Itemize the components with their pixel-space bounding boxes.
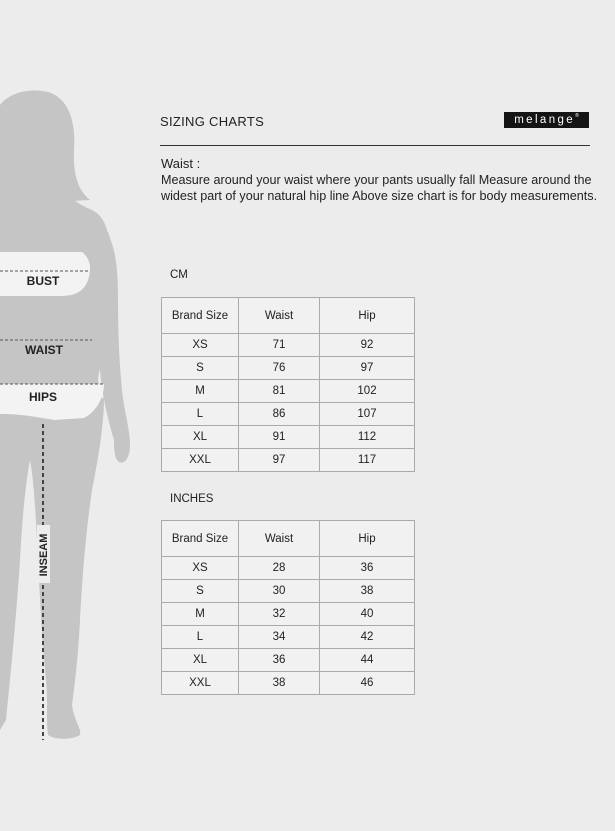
- cell-waist: 38: [239, 672, 320, 695]
- table-row: [162, 672, 415, 695]
- cm-size-table: [161, 297, 415, 472]
- cell-waist: 97: [239, 449, 320, 472]
- table-row: [162, 357, 415, 380]
- table-row: [162, 580, 415, 603]
- cell-brand-size: XL: [162, 426, 239, 449]
- waist-label-figure: WAIST: [25, 343, 63, 357]
- table-row: [162, 403, 415, 426]
- header-hip: Hip: [320, 521, 415, 557]
- cell-brand-size: M: [162, 603, 239, 626]
- cell-hip: 102: [320, 380, 415, 403]
- table-header-row: [162, 521, 415, 557]
- hips-label: HIPS: [28, 390, 58, 404]
- table-header-row: [162, 298, 415, 334]
- cell-waist: 28: [239, 557, 320, 580]
- cell-hip: 92: [320, 334, 415, 357]
- brand-logo: [504, 112, 589, 128]
- cell-hip: 107: [320, 403, 415, 426]
- table-row: [162, 334, 415, 357]
- cell-waist: 91: [239, 426, 320, 449]
- intro-label: Waist :: [161, 156, 201, 171]
- header-brand-size: Brand Size: [162, 521, 239, 557]
- inseam-label: INSEAM: [38, 533, 50, 577]
- cell-hip: 42: [320, 626, 415, 649]
- table-row: [162, 603, 415, 626]
- cell-brand-size: XXL: [162, 672, 239, 695]
- cell-brand-size: XS: [162, 557, 239, 580]
- cell-hip: 97: [320, 357, 415, 380]
- header-hip: Hip: [320, 298, 415, 334]
- cell-waist: 32: [239, 603, 320, 626]
- cell-brand-size: L: [162, 403, 239, 426]
- cell-waist: 30: [239, 580, 320, 603]
- cell-brand-size: XS: [162, 334, 239, 357]
- cell-hip: 38: [320, 580, 415, 603]
- registered-mark: ®: [575, 113, 579, 119]
- table-row: [162, 626, 415, 649]
- table-row: [162, 380, 415, 403]
- cell-waist: 36: [239, 649, 320, 672]
- inches-size-table: [161, 520, 415, 695]
- page-title: SIZING CHARTS: [160, 114, 265, 129]
- header-divider: [160, 145, 590, 146]
- cell-waist: 34: [239, 626, 320, 649]
- cell-brand-size: L: [162, 626, 239, 649]
- cell-hip: 36: [320, 557, 415, 580]
- cell-brand-size: XL: [162, 649, 239, 672]
- intro-description: Measure around your waist where your pants usually fall Measure around the widest part of your natural hip line Above size chart is for body measurements.: [161, 173, 598, 203]
- cell-brand-size: S: [162, 357, 239, 380]
- body-silhouette-figure: [0, 0, 140, 831]
- table-row: [162, 649, 415, 672]
- brand-name: melange: [514, 114, 576, 126]
- header-waist: Waist: [239, 298, 320, 334]
- cell-waist: 71: [239, 334, 320, 357]
- cell-waist: 86: [239, 403, 320, 426]
- inches-unit-label: INCHES: [170, 493, 214, 505]
- table-row: [162, 449, 415, 472]
- cell-waist: 76: [239, 357, 320, 380]
- header-brand-size: Brand Size: [162, 298, 239, 334]
- cell-hip: 117: [320, 449, 415, 472]
- cell-brand-size: S: [162, 580, 239, 603]
- cell-waist: 81: [239, 380, 320, 403]
- cell-hip: 112: [320, 426, 415, 449]
- header-waist: Waist: [239, 521, 320, 557]
- bust-label: BUST: [26, 274, 60, 288]
- cell-hip: 40: [320, 603, 415, 626]
- cm-unit-label: CM: [170, 269, 188, 281]
- cell-hip: 46: [320, 672, 415, 695]
- cell-hip: 44: [320, 649, 415, 672]
- table-row: [162, 426, 415, 449]
- cell-brand-size: XXL: [162, 449, 239, 472]
- table-row: [162, 557, 415, 580]
- cell-brand-size: M: [162, 380, 239, 403]
